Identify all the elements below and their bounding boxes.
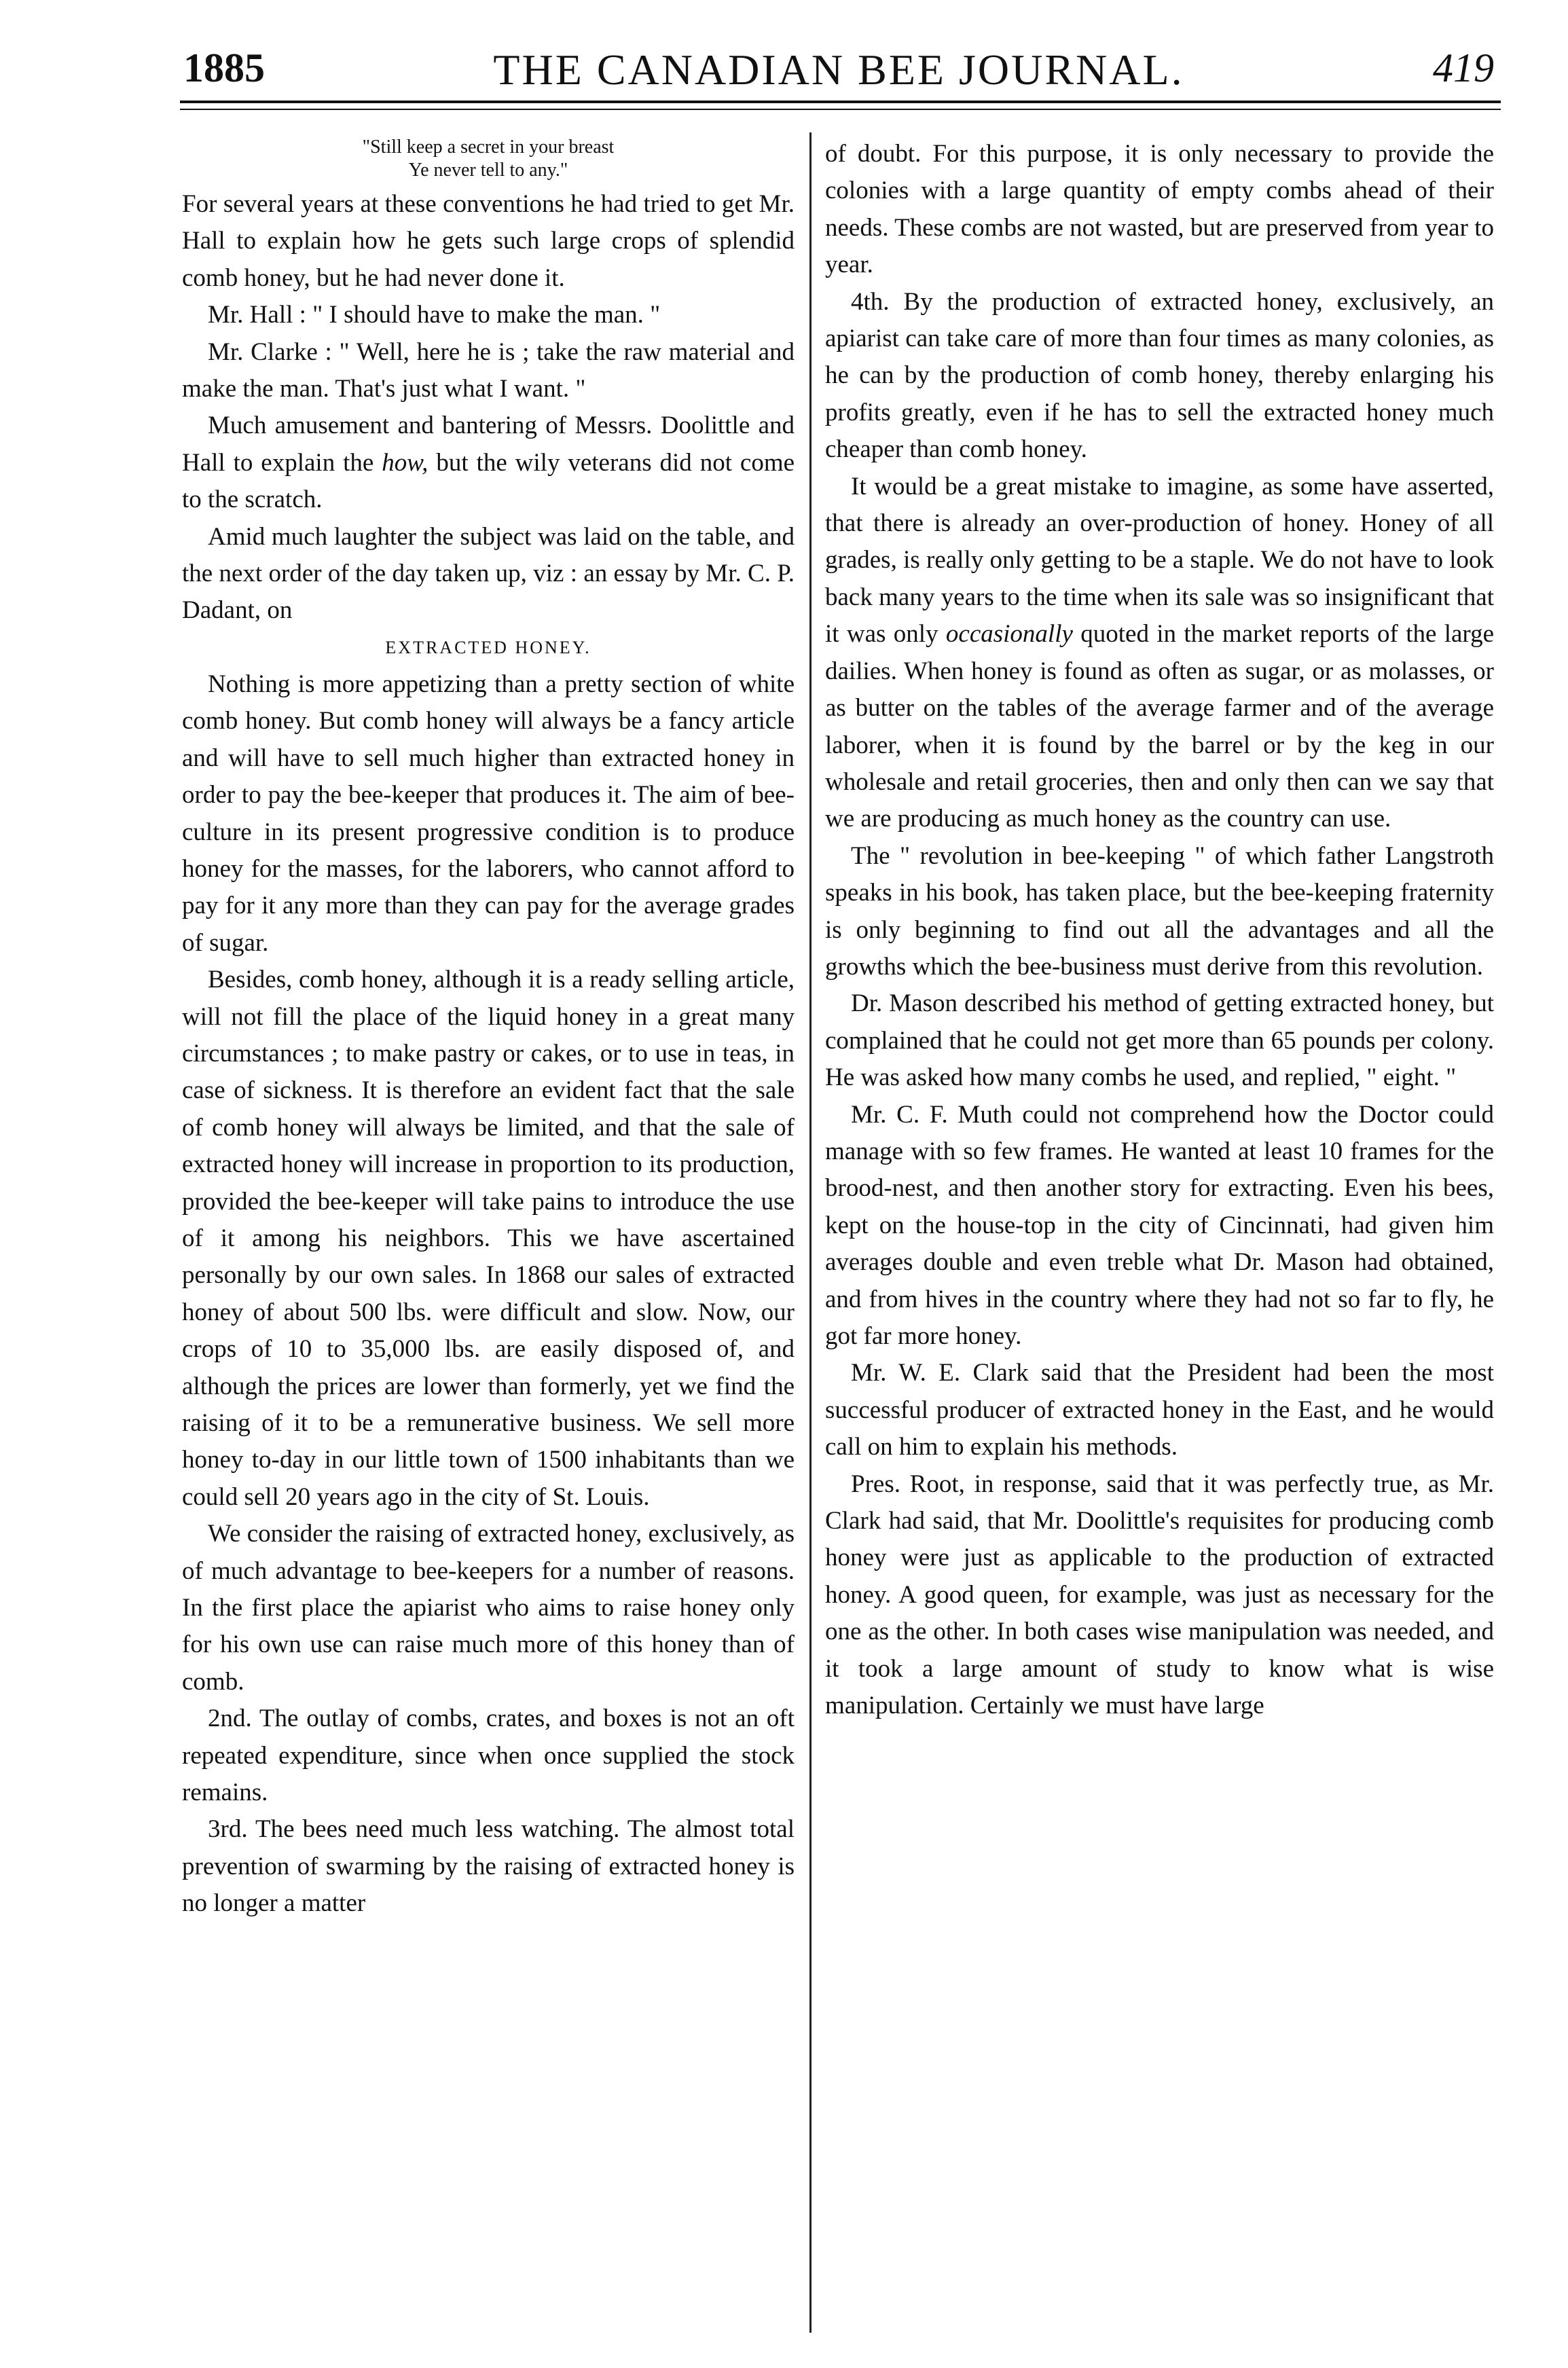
paragraph-text: Much amusement and bantering of Messrs. Doolittle and Hall to explain the [182, 412, 795, 477]
paragraph: 2nd. The outlay of combs, crates, and boxes is not an oft repeated expenditure, since when once supplied the stock remains. [182, 1705, 795, 1807]
paragraph: We consider the raising of extracted honey, exclusively, as of much advantage to bee-keepers for a number of reasons. In the first place the apiarist who aims to raise honey only for his own use can raise much more of this honey than of comb. [182, 1520, 795, 1696]
poem-quote [182, 136, 795, 182]
paragraph: 3rd. The bees need much less watching. The almost total prevention of swarming by the raising of extracted honey is no longer a matter [182, 1815, 795, 1918]
poem-line: Ye never tell to any." [408, 160, 568, 181]
paragraph: Mr. C. F. Muth could not comprehend how the Doctor could manage with so few frames. He wanted at least 10 frames for the brood-nest, and then another story for extracting. Even his bees, kept on the house-top in the city of Cincinnati, had given him averages double and even treble what Dr. Mason had obtained, and from hives in the country where they had not so far to fly, he got far more honey. [825, 1100, 1494, 1350]
paragraph: Besides, comb honey, although it is a ready selling article, will not fill the place of the liquid honey in a great many circumstances ; to make pastry or cakes, or to use in teas, in case of sickness. It is therefore an evident fact that the sale of comb honey will always be limited, and that the sale of extracted honey will increase in proportion to its production, provided the bee-keeper will take pains to introduce the use of it among his neighbors. This we have ascertained personally by our own sales. In 1868 our sales of extracted honey of about 500 lbs. were difficult and slow. Now, our crops of 10 to 35,000 lbs. are easily disposed of, and although the prices are lower than formerly, yet we find the raising of it to be a remunerative business. We sell more honey to-day in our little town of 1500 inhabitants than we could sell 20 years ago in the city of St. Louis. [182, 966, 795, 1511]
paragraph: of doubt. For this purpose, it is only necessary to provide the colonies with a large quantity of empty combs ahead of their needs. These combs are not wasted, but are preserved from year to year. [825, 140, 1494, 279]
journal-title: THE CANADIAN BEE JOURNAL. [493, 45, 1184, 94]
poem-line: "Still keep a secret in your breast [362, 136, 615, 158]
paragraph [182, 407, 795, 518]
header-rule-thin [180, 109, 1501, 110]
paragraph [825, 469, 1494, 838]
paragraph: For several years at these conventions he had tried to get Mr. Hall to explain how he gets such large crops of splendid comb honey, but he had never done it. [182, 190, 795, 292]
emphasis-text: how, [382, 448, 429, 477]
paragraph-text: but the wily veterans did not come to the scratch. [182, 448, 795, 514]
paragraph: Pres. Root, in response, said that it was perfectly true, as Mr. Clark had said, that Mr. Doolittle's requisites for producing comb honey were just as applicable to the production of extracted honey. A good queen, for example, was just as necessary for the one as the other. In both cases wise manipulation was needed, and it took a large amount of study to know what is wise manipulation. Certainly we must have large [825, 1470, 1494, 1720]
header-year: 1885 [183, 45, 265, 90]
column-divider [809, 132, 812, 2333]
paragraph: Mr. Hall : " I should have to make the man. " [208, 301, 661, 329]
page-number: 419 [1433, 45, 1494, 90]
paragraph: Dr. Mason described his method of getting extracted honey, but complained that he could not get more than 65 pounds per colony. He was asked how many combs he used, and replied, " eight. " [825, 989, 1494, 1092]
right-column [825, 136, 1494, 2336]
paragraph: The " revolution in bee-keeping " of which father Langstroth speaks in his book, has taken place, but the bee-keeping fraternity is only beginning to find out all the advantages and all the growths which the bee-business must derive from this revolution. [825, 841, 1494, 981]
emphasis-text: occasionally [945, 620, 1073, 649]
header-rule-thick [180, 101, 1501, 103]
paragraph: 4th. By the production of extracted honey, exclusively, an apiarist can take care of more than four times as many colonies, as he can by the production of comb honey, thereby enlarging his profits greatly, even if he has to sell the extracted honey much cheaper than comb honey. [825, 287, 1494, 464]
paragraph: Amid much laughter the subject was laid on the table, and the next order of the day taken up, viz : an essay by Mr. C. P. Dadant, on [182, 522, 795, 625]
paragraph: Mr. Clarke : " Well, here he is ; take the raw material and make the man. That's just what I want. " [182, 338, 795, 403]
paragraph-text: quoted in the market reports of the large dailies. When honey is found as often as sugar, or as molasses, or as butter on the tables of the average farmer and of the average laborer, when it is found by the barrel or by the keg in our wholesale and retail groceries, then and only then can we say that we are producing as much honey as the country can use. [825, 620, 1494, 833]
paragraph: Mr. W. E. Clark said that the President had been the most successful producer of extracted honey in the East, and he would call on him to explain his methods. [825, 1359, 1494, 1461]
paragraph-text: It would be a great mistake to imagine, as some have asserted, that there is already an over-production of honey. Honey of all grades, is really only getting to be a staple. We do not have to look back many years to the time when its sale was so insignificant that it was only [825, 472, 1494, 649]
section-subheading: EXTRACTED HONEY. [385, 637, 591, 657]
paragraph: Nothing is more appetizing than a pretty section of white comb honey. But comb honey will always be a fancy article and will have to sell much higher than extracted honey in order to pay the bee-keeper that produces it. The aim of bee-culture in its present progressive condition is to produce honey for the masses, for the laborers, who cannot afford to pay for it any more than they can pay for the average grades of sugar. [182, 670, 795, 957]
left-column [182, 136, 795, 2336]
page-header [183, 41, 1494, 102]
